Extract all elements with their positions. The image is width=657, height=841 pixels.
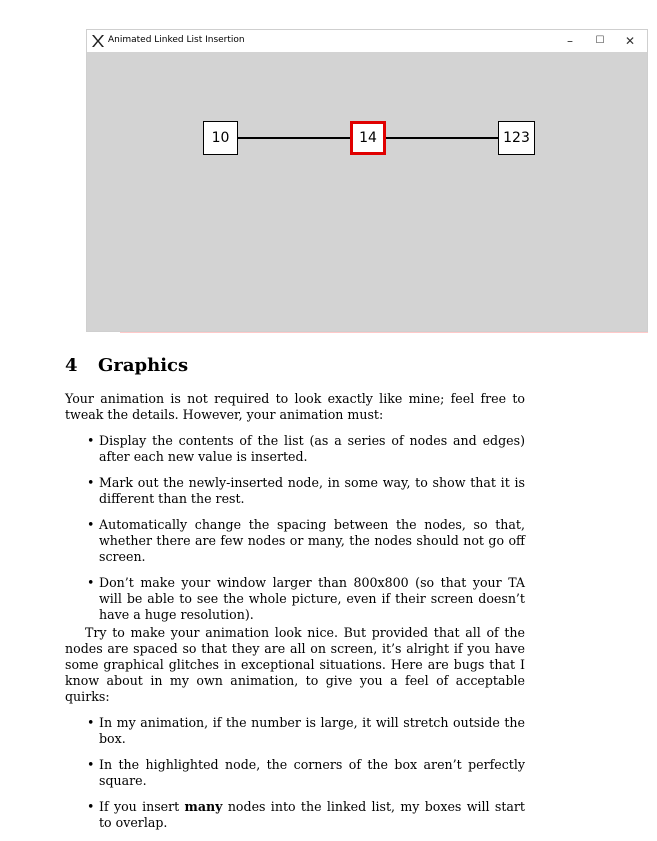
intro-paragraph: Your animation is not required to look exactly like mine; feel free to tweak the details. However, your animation must: <box>65 391 525 422</box>
list-node: 123 <box>498 121 535 155</box>
bug3-post: nodes into the linked list, my boxes will start to overlap. <box>99 799 525 830</box>
section-heading <box>65 355 525 377</box>
window-title: Animated Linked List Insertion <box>108 35 245 45</box>
list-item: • Automatically change the spacing between the nodes, so that, whether there are few nodes or many, the nodes should not go off screen. <box>65 517 525 565</box>
list-edge <box>238 137 350 139</box>
bugs-list <box>65 715 525 831</box>
list-item <box>65 799 525 831</box>
list-node-highlighted: 14 <box>350 121 386 155</box>
page-divider <box>120 332 648 333</box>
requirements-list <box>65 433 525 623</box>
app-window <box>86 29 648 332</box>
x-app-icon <box>91 34 105 48</box>
section-title: Graphics <box>98 355 189 376</box>
list-item: • In my animation, if the number is large, it will stretch outside the box. <box>65 715 525 747</box>
list-node: 10 <box>203 121 238 155</box>
quirks-paragraph: Try to make your animation look nice. But provided that all of the nodes are spaced so that they are all on screen, it’s alright if you have some graphical glitches in exceptional situations. Here are bugs that I know about in my own animation, to give you a feel of acceptable quirks: <box>65 625 525 704</box>
bug3-pre: If you insert <box>99 799 185 814</box>
section-number: 4 <box>65 355 78 376</box>
list-item: • Display the contents of the list (as a series of nodes and edges) after each new value is inserted. <box>65 433 525 465</box>
list-item: • In the highlighted node, the corners of the box aren’t perfectly square. <box>65 757 525 789</box>
list-edge <box>386 137 498 139</box>
document-body <box>65 355 525 841</box>
bug3-bold: many <box>184 799 223 814</box>
minimize-button[interactable]: – <box>567 34 573 48</box>
window-titlebar[interactable] <box>87 30 647 52</box>
close-button[interactable]: ✕ <box>624 34 636 48</box>
list-item: • Mark out the newly-inserted node, in some way, to show that it is different than the rest. <box>65 475 525 507</box>
list-canvas <box>87 52 647 331</box>
list-item: • Don’t make your window larger than 800x800 (so that your TA will be able to see the whole picture, even if their screen doesn’t have a huge resolution). <box>65 575 525 623</box>
maximize-button[interactable]: ☐ <box>595 35 605 46</box>
